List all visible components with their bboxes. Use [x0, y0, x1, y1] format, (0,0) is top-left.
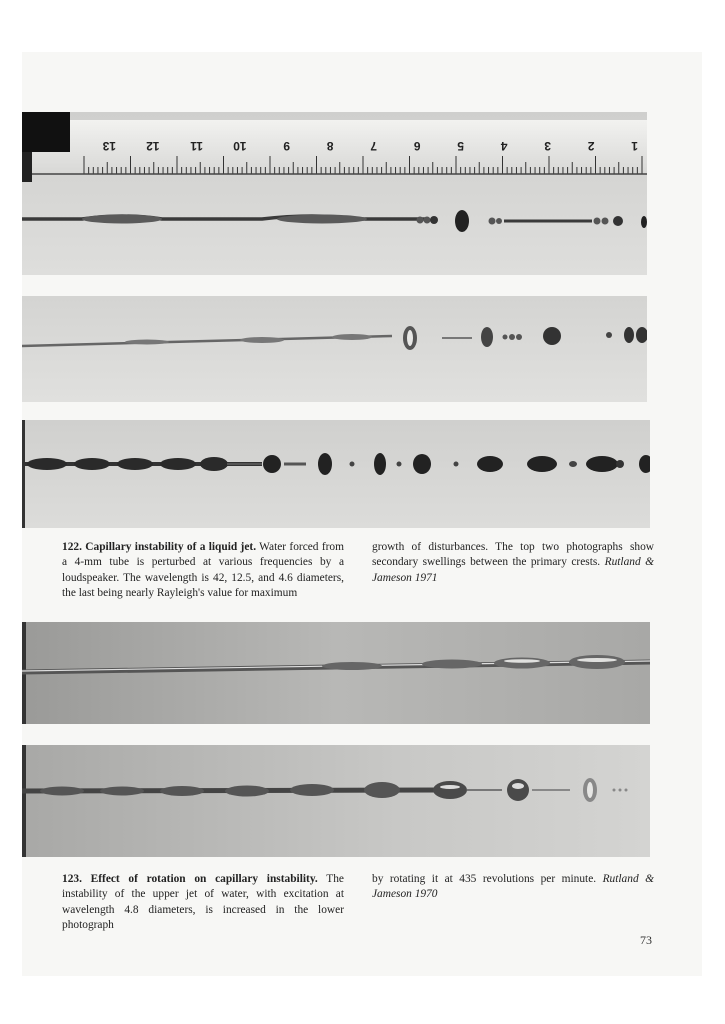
fig123-title: Effect of rotation on capillary instability.	[90, 873, 318, 885]
fig123-text-col2: by rotating it at 435 revolutions per minute.	[372, 873, 597, 885]
fig122-caption-col1	[62, 540, 344, 602]
fig123-photo-b	[22, 745, 650, 857]
fig123-number: 123.	[62, 873, 82, 885]
ruler-number: 8	[326, 139, 334, 153]
fig122-number: 122.	[62, 541, 82, 553]
ruler-number: 5	[457, 139, 464, 153]
ruler-number: 7	[370, 139, 377, 153]
fig122-text-col1: Water forced from a 4-mm tube is perturbed at various frequencies by a loudspeaker. The wavelength is 42, 12.5, and 4.6 diameters, the last being nearly Rayleigh's value for maximum	[62, 541, 344, 600]
ruler-number: 2	[587, 139, 595, 153]
ruler-number: 11	[190, 139, 203, 153]
fig122-text-col2: growth of disturbances. The top two photographs show secondary swellings between the primary crests.	[372, 541, 654, 569]
fig122-photo-b	[22, 296, 647, 402]
fig122-caption-col2	[372, 540, 654, 586]
ruler-number: 10	[233, 139, 247, 153]
ruler	[22, 112, 647, 182]
fig122-photo-a	[22, 112, 647, 275]
fig123-text-col1: The instability of the upper jet of water, with excitation at wavelength 4.8 diameters, is increased in the lower photograph	[62, 873, 344, 932]
fig123-caption-col1	[62, 872, 344, 934]
fig123-caption-col2	[372, 872, 654, 903]
ruler-number: 12	[146, 139, 160, 153]
ruler-number: 9	[283, 139, 290, 153]
fig123-photo-a	[22, 622, 650, 724]
ruler-number: 1	[631, 139, 638, 153]
ruler-number: 3	[544, 139, 551, 153]
fig123-source: Rutland & Jameson 1970	[372, 873, 654, 901]
fig122-photo-c	[22, 420, 650, 528]
fig122-source: Rutland & Jameson 1971	[372, 556, 654, 584]
ruler-number: 4	[500, 139, 508, 153]
ruler-number: 13	[102, 139, 116, 153]
page-number: 73	[640, 933, 652, 947]
ruler-number: 6	[413, 139, 421, 153]
fig122-title: Capillary instability of a liquid jet.	[85, 541, 257, 553]
